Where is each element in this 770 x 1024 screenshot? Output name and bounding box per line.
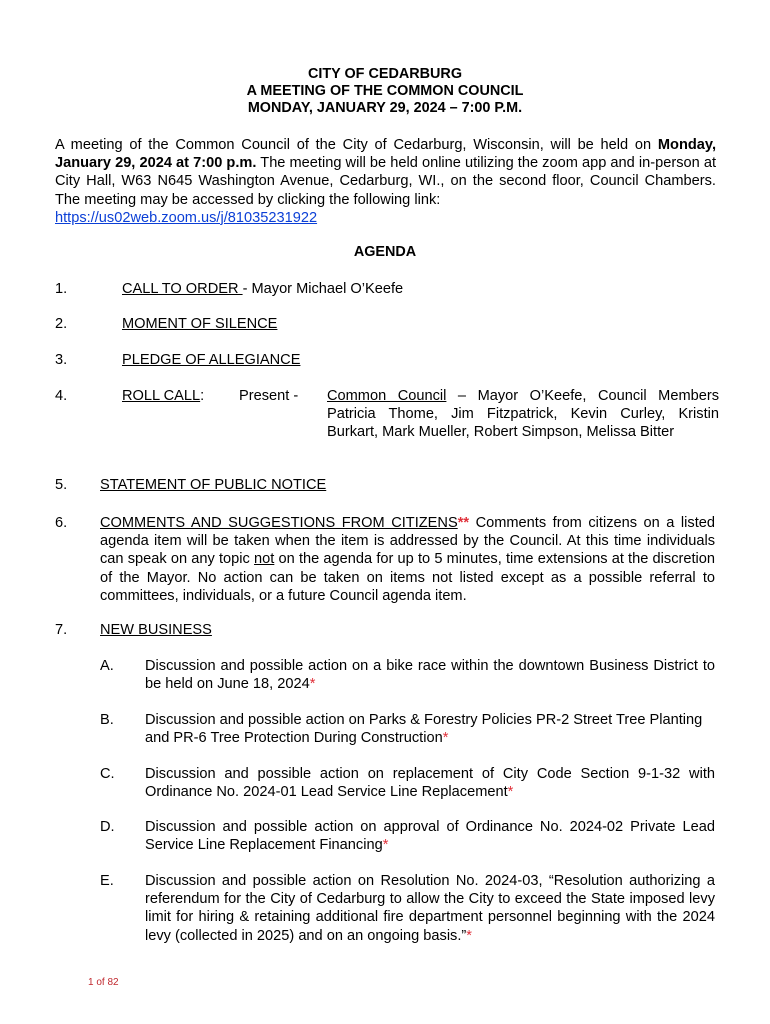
agenda-heading: AGENDA — [353, 244, 417, 260]
item-2-number: 2. — [55, 316, 68, 332]
item-6-number: 6. — [55, 515, 68, 531]
intro-text-2: The meeting will be held online utilizing the zoom app and in-person at City Hall, W63 N645 Washington Avenue, Cedarburg, WI., on the second floor, Council Chambers. The meeting may be accessed by clicking the following link: — [55, 155, 716, 208]
item-1-title: CALL TO ORDER — [122, 281, 243, 297]
sub-e-letter: E. — [100, 873, 114, 889]
item-4-title: ROLL CALL — [122, 388, 201, 404]
council-members: – Mayor O’Keefe, Council Members Patricia Thome, Jim Fitzpatrick, Kevin Curley, Kristin Burkart, Mark Mueller, Robert Simpson, Melissa Bitter — [327, 388, 719, 441]
page-number: 1 of 82 — [88, 977, 119, 988]
item-4-title-wrap — [122, 387, 204, 405]
intro-paragraph — [55, 136, 716, 227]
sub-a-star: * — [309, 676, 316, 693]
item-1 — [122, 280, 403, 298]
item-4-number: 4. — [55, 388, 68, 404]
sub-b-text: Discussion and possible action on Parks & Forestry Policies PR-2 Street Tree Planting and PR-6 Tree Protection During Construction — [145, 712, 703, 747]
sub-c — [145, 765, 715, 801]
item-6-title: COMMENTS AND SUGGESTIONS FROM CITIZENS — [100, 515, 458, 531]
item-1-number: 1. — [55, 281, 68, 297]
item-7-title: NEW BUSINESS — [100, 622, 212, 638]
sub-b — [145, 711, 720, 747]
item-4-present: Present - — [239, 388, 299, 404]
item-6-text-1: Comments from citizens on a listed agenda item will be taken when the item is addressed by the Council. At this time individuals can speak on any topic — [100, 515, 715, 568]
meeting-date: MONDAY, JANUARY 29, 2024 – 7:00 P.M. — [247, 100, 523, 116]
sub-d — [145, 818, 715, 854]
item-3-title: PLEDGE OF ALLEGIANCE — [122, 352, 301, 368]
item-5-title: STATEMENT OF PUBLIC NOTICE — [100, 477, 327, 493]
sub-b-star: * — [442, 730, 449, 747]
intro-date-bold: Monday, January 29, 2024 at 7:00 p.m. — [55, 137, 716, 172]
item-6 — [100, 514, 715, 605]
item-3-number: 3. — [55, 352, 68, 368]
sub-d-text: Discussion and possible action on approval of Ordinance No. 2024-02 Private Lead Service Line Replacement Financing — [145, 819, 715, 854]
item-6-text-2: on the agenda for up to 5 minutes, time extensions at the discretion of the Mayor. No action can be taken on items not listed except as a possible referral to committees, individuals, or a future Council agenda item. — [100, 551, 715, 604]
sub-c-text: Discussion and possible action on replacement of City Code Section 9-1-32 with Ordinance No. 2024-01 Lead Service Line Replacement — [145, 766, 715, 801]
sub-e-text: Discussion and possible action on Resolution No. 2024-03, “Resolution authorizing a referendum for the City of Cedarburg to allow the City to exceed the State imposed levy limit for hiring & retaining additional fire department personnel beginning with the 2024 levy (collected in 2025) and on an ongoing basis.” — [145, 873, 715, 944]
sub-d-star: * — [382, 837, 389, 854]
sub-a-letter: A. — [100, 658, 114, 674]
intro-text-1: A meeting of the Common Council of the City of Cedarburg, Wisconsin, will be held on — [55, 137, 658, 153]
meeting-title: A MEETING OF THE COMMON COUNCIL — [246, 83, 524, 99]
sub-c-letter: C. — [100, 766, 115, 782]
item-4-colon: : — [200, 388, 205, 404]
sub-a-text: Discussion and possible action on a bike race within the downtown Business District to be held on June 18, 2024 — [145, 658, 715, 693]
item-5-number: 5. — [55, 477, 68, 493]
city-title: CITY OF CEDARBURG — [307, 66, 463, 82]
council-label: Common Council — [327, 388, 447, 404]
item-6-stars: ** — [457, 515, 470, 531]
sub-e-star: * — [466, 927, 472, 944]
item-7-number: 7. — [55, 622, 68, 638]
item-4-council — [327, 387, 719, 442]
item-1-rest: - Mayor Michael O’Keefe — [242, 281, 404, 297]
item-6-not: not — [254, 551, 275, 568]
sub-d-letter: D. — [100, 819, 115, 835]
sub-b-letter: B. — [100, 712, 114, 728]
sub-a — [145, 657, 715, 693]
zoom-link[interactable]: https://us02web.zoom.us/j/81035231922 — [55, 209, 318, 226]
sub-c-star: * — [507, 784, 514, 801]
sub-e — [145, 872, 715, 945]
item-2-title: MOMENT OF SILENCE — [122, 316, 278, 332]
